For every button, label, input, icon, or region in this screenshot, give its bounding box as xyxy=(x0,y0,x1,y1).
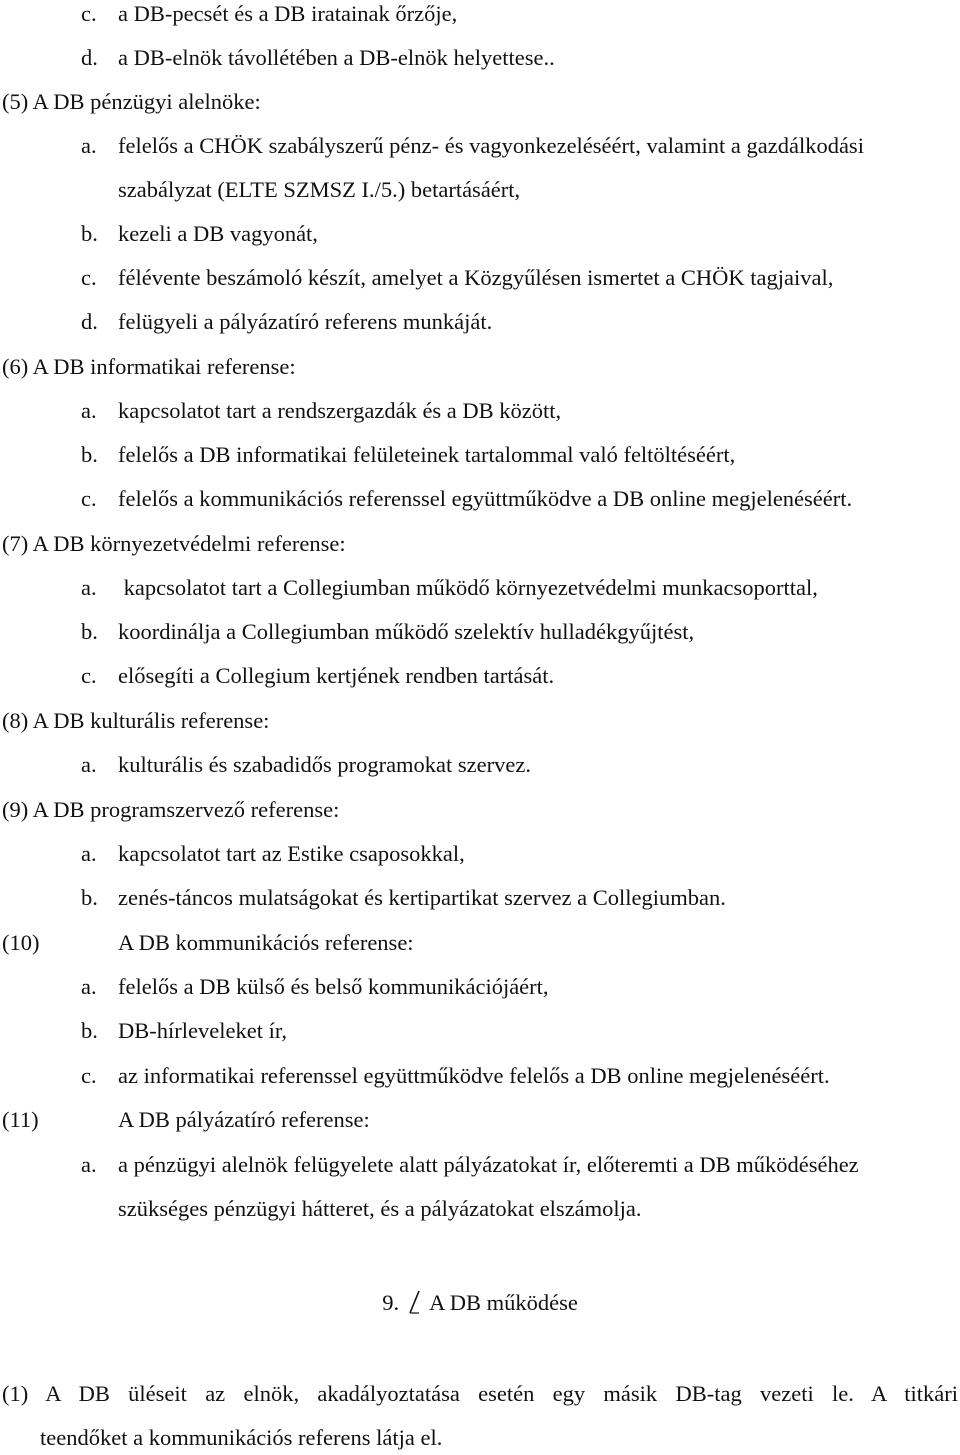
list-item xyxy=(81,1062,830,1090)
item-text: kezeli a DB vagyonát, xyxy=(118,221,318,246)
item-marker: a. xyxy=(81,398,97,423)
list-item xyxy=(81,574,818,602)
item-text: kapcsolatot tart a Collegiumban működő környezetvédelmi munkacsoporttal, xyxy=(118,575,818,600)
list-item xyxy=(81,441,735,469)
list-item xyxy=(81,1017,287,1045)
item-text: felelős a CHÖK szabályszerű pénz- és vagyonkezeléséért, valamint a gazdálkodási xyxy=(118,133,864,158)
list-item xyxy=(81,751,531,779)
paragraph-text-continuation: teendőket a kommunikációs referens látja el. xyxy=(40,1425,443,1450)
item-marker: b. xyxy=(81,1018,98,1043)
item-text: zenés-táncos mulatságokat és kertipartikat szervez a Collegiumban. xyxy=(118,885,726,910)
item-text: DB-hírleveleket ír, xyxy=(118,1018,288,1043)
list-item xyxy=(81,397,561,425)
list-item xyxy=(81,0,457,28)
item-text: felelős a DB informatikai felületeinek tartalommal való feltöltéséért, xyxy=(118,442,736,467)
item-marker: a. xyxy=(81,974,97,999)
paragraph-heading xyxy=(2,929,414,957)
item-text: félévente beszámoló készít, amelyet a Közgyűlésen ismertet a CHÖK tagjaival, xyxy=(118,265,834,290)
item-continuation: szabályzat (ELTE SZMSZ I./5.) betartásáért, xyxy=(118,177,521,202)
item-marker: c. xyxy=(81,486,97,511)
item-marker: b. xyxy=(81,221,98,246)
list-item xyxy=(81,264,833,292)
list-item xyxy=(81,44,555,72)
paragraph-number: (10) xyxy=(2,930,40,955)
paragraph-heading xyxy=(2,1106,370,1134)
item-marker: b. xyxy=(81,619,98,644)
item-marker: a. xyxy=(81,841,97,866)
list-item xyxy=(81,618,694,646)
list-item xyxy=(81,884,726,912)
list-item xyxy=(81,1151,859,1179)
item-text: a DB-elnök távollétében a DB-elnök helyettese.. xyxy=(118,45,555,70)
item-marker: c. xyxy=(81,265,97,290)
item-text: kapcsolatot tart a rendszergazdák és a DB között, xyxy=(118,398,562,423)
item-marker: a. xyxy=(81,1152,97,1177)
item-marker: d. xyxy=(81,45,98,70)
list-item xyxy=(81,220,318,248)
item-marker: b. xyxy=(81,885,98,910)
section-number: 9. xyxy=(382,1290,400,1315)
item-marker: a. xyxy=(81,575,97,600)
item-text: az informatikai referenssel együttműködve felelős a DB online megjelenéséért. xyxy=(118,1063,830,1088)
section-title: A DB működése xyxy=(429,1290,578,1315)
item-marker: d. xyxy=(81,309,98,334)
paragraph-title: A DB pályázatíró referense: xyxy=(118,1107,370,1132)
item-marker: a. xyxy=(81,133,97,158)
item-text: elősegíti a Collegium kertjének rendben tartását. xyxy=(118,663,555,688)
list-item xyxy=(81,840,465,868)
item-text: kulturális és szabadidős programokat szervez. xyxy=(118,752,531,777)
item-text: felügyeli a pályázatíró referens munkáját. xyxy=(118,309,493,334)
paragraph-heading: (5) A DB pénzügyi alelnöke: xyxy=(2,89,261,114)
item-text: a pénzügyi alelnök felügyelete alatt pályázatokat ír, előteremti a DB működéséhez xyxy=(118,1152,859,1177)
item-text: a DB-pecsét és a DB iratainak őrzője, xyxy=(118,1,458,26)
footnote-marker-icon xyxy=(407,1290,423,1316)
paragraph-number: (11) xyxy=(2,1107,39,1132)
item-marker: b. xyxy=(81,442,98,467)
item-marker: c. xyxy=(81,1063,97,1088)
list-item xyxy=(81,973,549,1001)
item-text: felelős a kommunikációs referenssel együttműködve a DB online megjelenéséért. xyxy=(118,486,853,511)
item-marker: c. xyxy=(81,663,97,688)
paragraph-heading: (6) A DB informatikai referense: xyxy=(2,354,296,379)
paragraph-heading: (7) A DB környezetvédelmi referense: xyxy=(2,531,346,556)
list-item xyxy=(81,662,554,690)
paragraph-text: (1) A DB üléseit az elnök, akadályoztatása esetén egy másik DB-tag vezeti le. A titkári xyxy=(2,1381,958,1406)
item-text: felelős a DB külső és belső kommunikációjáért, xyxy=(118,974,549,999)
item-continuation: szükséges pénzügyi hátteret, és a pályázatokat elszámolja. xyxy=(118,1196,642,1221)
paragraph-heading: (9) A DB programszervező referense: xyxy=(2,797,340,822)
item-marker: a. xyxy=(81,752,97,777)
list-item xyxy=(81,485,852,513)
item-text: kapcsolatot tart az Estike csaposokkal, xyxy=(118,841,465,866)
list-item xyxy=(81,132,864,160)
item-marker: c. xyxy=(81,1,97,26)
paragraph-heading: (8) A DB kulturális referense: xyxy=(2,708,270,733)
list-item xyxy=(81,308,492,336)
paragraph-title: A DB kommunikációs referense: xyxy=(118,930,414,955)
item-text: koordinálja a Collegiumban működő szelektív hulladékgyűjtést, xyxy=(118,619,695,644)
section-heading xyxy=(0,1289,960,1317)
